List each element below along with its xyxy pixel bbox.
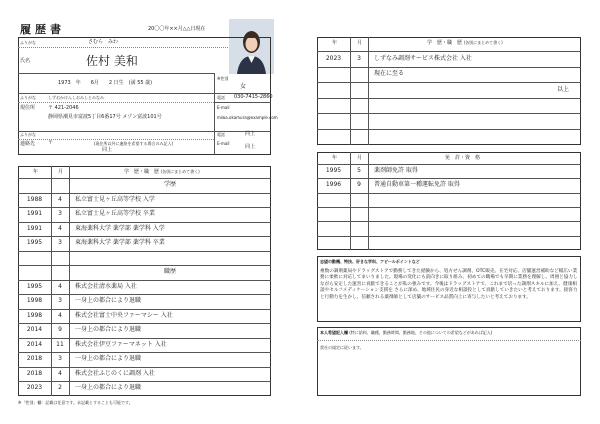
row-year: 1995 [26,282,43,290]
row-month: 11 [56,340,64,348]
row-month: 4 [58,369,62,377]
row-year: 1995 [26,239,43,247]
row-content: 一身上の都合により退職 [75,384,142,392]
contact-address: 同上 [102,147,113,153]
motivation-label: 志望の動機、特技、好きな学科、アピールポイントなど [320,259,420,264]
row-divider [317,98,581,99]
furigana-name: さむら みわ [88,39,119,45]
row-content: 以上 [556,85,569,93]
row-year: 1998 [26,297,43,305]
row-year: 2018 [26,369,43,377]
row-divider [18,381,271,382]
row-content: 東海薬科大学 薬学部 薬学科 入学 [75,224,165,232]
row-divider [18,178,271,179]
contact-email-value: 同上 [245,144,256,150]
zip-code: 〒 421-2046 [48,105,79,111]
row-content: 薬剤師免許 取得 [374,167,418,175]
row-divider [18,352,271,353]
row-month: 2 [58,384,62,392]
row-divider [18,236,271,237]
row-content: 学歴 [163,181,176,189]
row-content: 現在に至る [374,70,405,78]
row-month: 4 [58,311,62,319]
row-content: 私立富士見ヶ丘高等学校 卒業 [75,210,155,218]
row-content: 株式会社富士中央ファーマシー 入社 [75,311,173,319]
row-divider [18,280,271,281]
row-year: 1998 [26,311,43,319]
row-month: 9 [357,181,361,189]
row-content: 普通自動車第一種運転免許 取得 [374,181,460,189]
row-year: 1991 [26,224,43,232]
email-value: miwa.okamura@example.com [217,115,278,120]
row-divider [18,207,271,208]
contact-note: (現住所以外に連絡を希望する場合のみ記入) [94,141,174,146]
birth-date: 1973 年 6月 2 日生 (満 55 歳) [58,80,153,86]
row-month: 3 [357,54,361,62]
contact-email-label: E-mail [217,141,230,146]
row-month: 3 [58,355,62,363]
row-divider [317,207,581,208]
page-title: 履歴書 [20,23,65,36]
row-divider [317,82,581,83]
row-month: 3 [58,210,62,218]
row-month: 9 [58,326,62,334]
row-content: しずなみ調剤サービス株式会社 入社 [374,54,472,62]
row-divider [18,251,271,252]
gender-value: 女 [240,83,247,90]
row-divider [317,236,581,237]
contact-phone-value: 同上 [245,131,256,137]
name-label: 氏名 [20,58,31,64]
history-left-month-header: 月 [58,169,64,175]
row-divider [317,51,581,52]
row-divider [317,67,581,68]
phone-label: 電話 [217,95,225,100]
row-divider [317,221,581,222]
row-divider [18,323,271,324]
contact-zip: 〒 [48,140,54,146]
row-divider [317,164,581,165]
row-month: 3 [58,297,62,305]
row-divider [317,113,581,114]
row-divider [18,367,271,368]
address-label: 現住所 [20,105,36,111]
row-divider [18,294,271,295]
row-content: 一身上の都合により退職 [75,355,142,363]
requests-text: 貴社の規定に従います。 [320,345,364,350]
row-divider [18,309,271,310]
row-content: 一身上の都合により退職 [75,297,142,305]
licenses-year-header: 年 [332,155,338,161]
contact-furigana-label: ふりがな [20,132,36,137]
row-content: 私立富士見ヶ丘高等学校 入学 [75,195,155,203]
row-month: 4 [58,224,62,232]
licenses-month-header: 月 [357,155,363,161]
row-year: 2014 [26,340,43,348]
address-value: 静岡県潮見市富波5丁目6番17号 メゾン富波101号 [48,114,162,120]
row-month: 4 [58,195,62,203]
row-content: 株式会社清水薬局 入社 [75,282,137,290]
requests-label: 本人希望記入欄 (特に給料、職種、勤務時間、勤務地、その他についての希望などがあれば記入) [320,330,493,335]
full-name: 佐村 美和 [86,54,138,68]
row-year: 1996 [325,181,342,189]
history-left-year-header: 年 [33,169,39,175]
history-left-content-header: 学 歴・職 歴 (各別にまとめて書く) [124,169,200,175]
history-right-month-header: 月 [357,40,363,46]
row-year: 1991 [26,210,43,218]
row-divider [18,265,271,266]
row-year: 2014 [26,326,43,334]
address-furigana: しずおかけんしおみしとみなみ [48,95,104,100]
row-divider [317,193,581,194]
row-year: 2023 [26,384,43,392]
date-line: 20〇〇年××月△△日現在 [148,26,206,32]
row-content: 一身上の都合により退職 [75,326,142,334]
footnote: ※「性別」欄：記載は任意です。未記載とすることも可能です。 [18,400,133,405]
row-content: 職歴 [163,268,176,276]
gender-label: ※性別 [217,76,229,81]
motivation-text: 複数の調剤薬局やドラッグストアで勤務してきた経験から、処方せん調剤、OTC販売、在宅対応、店舗運営補助など幅広い業務に柔軟に対応してまいりました。現場の変化にも前向きに取り組み、初めての職場でも早期に業務を理解し、周囲と協力しながら安定した運営に貢献できることが私の強みです。今後はドラッグストアで、これまで培った調剤スキルに加え、健康相談やセルフメディケーション支援を さらに深め、地域住民の身近な相談役として貢献していきたいと考えております。接客力と行動力を生かし、信頼される薬剤師として店舗のサービス品質向上に寄与したいと考えております。 [320,269,578,300]
licenses-content-header: 免 許・資 格 [445,155,481,161]
row-year: 2023 [325,54,342,62]
row-divider [18,193,271,194]
history-right-year-header: 年 [332,40,338,46]
row-divider [18,222,271,223]
row-divider [317,178,581,179]
row-month: 4 [58,282,62,290]
row-year: 1995 [325,167,342,175]
row-content: 株式会社ふじのくに調剤 入社 [75,369,155,377]
row-content: 株式会社伊豆ファーマネット 入社 [75,340,167,348]
row-content: 東海薬科大学 薬学部 薬学科 卒業 [75,239,165,247]
row-year: 2018 [26,355,43,363]
contact-phone-label: 電話 [217,132,225,137]
row-divider [317,129,581,130]
contact-label: 連絡先 [20,141,36,147]
row-month: 5 [357,167,361,175]
phone-value: 030-7415-2860 [234,94,273,100]
row-divider [18,338,271,339]
row-month: 3 [58,239,62,247]
row-year: 1988 [26,195,43,203]
history-right-content-header: 学 歴・職 歴 (各別にまとめて書く) [427,40,503,46]
address-furigana-label: ふりがな [20,95,36,100]
furigana-label: ふりがな [20,40,36,45]
requests-box [317,327,581,396]
email-label: E-mail [217,105,230,110]
